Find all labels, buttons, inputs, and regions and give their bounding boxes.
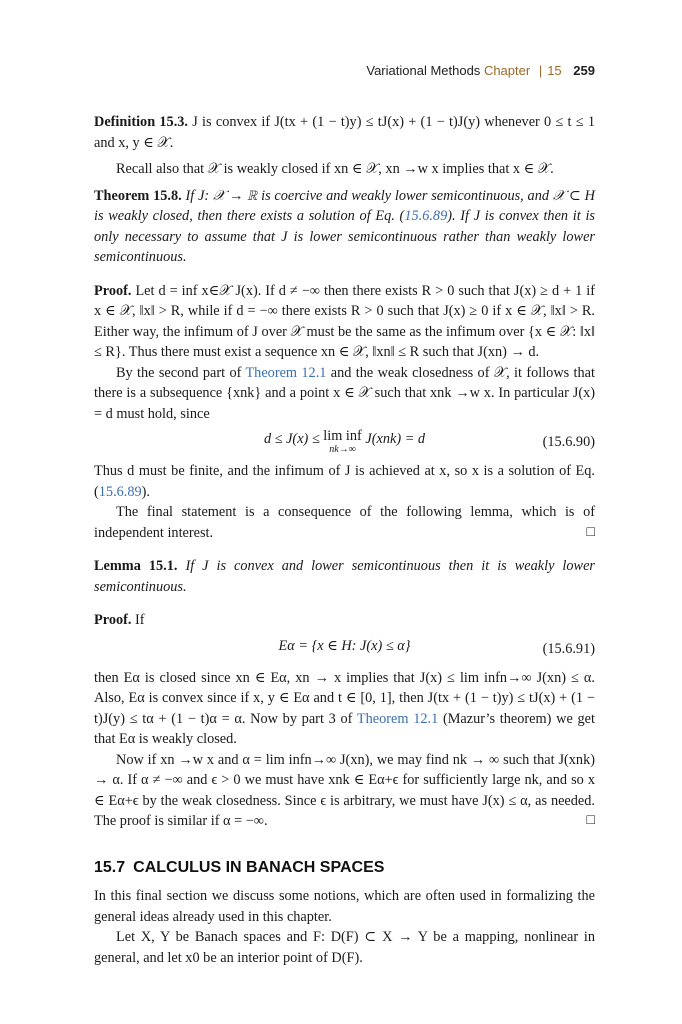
proof2-para2	[94, 750, 595, 832]
qed-symbol-2: □	[586, 813, 595, 828]
proof1-text1: Let d = inf x∈𝒳 J(x). If d ≠ −∞ then there exists R > 0 such that J(x) ≥ d + 1 if x ∈ 𝒳, ‖x‖ > R, while if d = −∞ there exists R > 0 such that J(x) ≥ 0 if x ∈ 𝒳, ‖x‖ > R. Either way, the infimum of J over 𝒳 must be the same as the infimum over {x ∈ 𝒳: ‖x‖ ≤ R}. Thus there must exist a sequence xn ∈ 𝒳, ‖xn‖ ≤ R such that J(xn) → d.	[94, 282, 595, 360]
proof1-para4	[94, 502, 595, 543]
header-section-title: Variational Methods	[366, 63, 481, 78]
proof1-text3b: ).	[141, 483, 150, 500]
proof2-text1a: then Eα is closed since xn ∈ Eα, xn → x implies that J(x) ≤ lim infn→∞ J(xn) ≤ α. Also, Eα is convex since if x, y ∈ Eα and t ∈ [0, 1], then J(tx + (1 − t)y) ≤ tJ(x) + (1 − t)J(y) ≤ tα + (1 − t)α = α. Now by part 3 of	[94, 669, 595, 727]
proof2-text2: Now if xn →w x and α = lim infn→∞ J(xn), we may find nk → ∞ such that J(xnk) → α. If α ≠ −∞ and ϵ > 0 we must have xnk ∈ Eα+ϵ for sufficiently large nk, and so x ∈ Eα+ϵ by the weak closedness. Since ϵ is arbitrary, we must have J(x) ≤ α, as needed. The proof is similar if α = −∞.	[94, 751, 595, 829]
equation-15-6-91	[94, 636, 595, 662]
proof1-text2a: By the second part of	[116, 364, 246, 381]
proof2-text1b: (Mazur’s theorem) we get that Eα is weakly closed.	[94, 710, 595, 747]
proof1-label: Proof.	[94, 282, 132, 299]
proof1-para2	[94, 363, 595, 425]
section-title: CALCULUS IN BANACH SPACES	[133, 858, 385, 876]
page-number: 259	[573, 63, 595, 78]
section-para1: In this final section we discuss some notions, which are often used in formalizing the general ideas already used in this chapter.	[94, 888, 595, 925]
theorem-text-b: ). If J is convex then it is only necessary to assume that J is lower semicontinuous rather than weakly lower semicontinuous.	[94, 208, 595, 265]
eq-liminf-sub: nk→∞	[329, 444, 356, 455]
header-separator: |	[538, 63, 543, 78]
eq-liminf	[323, 429, 362, 457]
theorem-15-8	[94, 186, 595, 268]
running-header	[366, 63, 595, 78]
definition-text: J is convex if J(tx + (1 − t)y) ≤ tJ(x) + (1 − t)J(y) whenever 0 ≤ t ≤ 1 and x, y ∈ 𝒳.	[94, 114, 595, 151]
header-chapter-label: Chapter	[483, 63, 531, 78]
equation-number-2: (15.6.91)	[542, 640, 595, 657]
theorem-text-a: If J: 𝒳 → ℝ is coercive and weakly lower semicontinuous, and 𝒳 ⊂ H is weakly closed, then there exists a solution of Eq. (	[94, 187, 595, 224]
page-body	[94, 112, 595, 968]
theorem-label: Theorem 15.8.	[94, 187, 182, 204]
lemma-text: If J is convex and lower semicontinuous then it is weakly lower semicontinuous.	[94, 558, 595, 595]
equation-number: (15.6.90)	[542, 434, 595, 450]
definition-15-3	[94, 112, 595, 153]
section-para2: Let X, Y be Banach spaces and F: D(F) ⊂ X → Y be a mapping, nonlinear in general, and let x0 be an interior point of D(F).	[94, 929, 595, 966]
definition-label: Definition 15.3.	[94, 114, 188, 130]
header-chapter-number: 15	[547, 63, 562, 78]
proof1-text4: The final statement is a consequence of the following lemma, which is of independent interest.	[94, 504, 595, 541]
lemma-15-1	[94, 556, 595, 597]
proof2-label: Proof.	[94, 612, 132, 628]
proof1-para1	[94, 281, 595, 363]
eq-lhs: d ≤ J(x) ≤	[263, 431, 320, 447]
eq2-expr: Eα = {x ∈ H: J(x) ≤ α}	[278, 637, 411, 654]
proof1-para3	[94, 461, 595, 502]
section-number: 15.7	[94, 858, 126, 876]
lemma-label: Lemma 15.1.	[94, 558, 178, 574]
proof2-intro-text: If	[135, 612, 145, 628]
proof1-text3a: Thus d must be finite, and the infimum of J is achieved at x, so x is a solution of Eq. (	[94, 463, 595, 500]
proof2-para1	[94, 668, 595, 750]
eq-rhs: J(xnk) = d	[365, 431, 426, 447]
equation-15-6-90	[94, 429, 595, 455]
recall-paragraph: Recall also that 𝒳 is weakly closed if xn ∈ 𝒳, xn →w x implies that x ∈ 𝒳.	[116, 161, 554, 177]
qed-symbol: □	[586, 524, 595, 540]
proof2-intro	[94, 610, 595, 631]
eq-15-6-89-link[interactable]: 15.6.89	[98, 483, 142, 500]
theorem-12-1-link-2[interactable]: Theorem 12.1	[356, 710, 439, 727]
theorem-eq-link[interactable]: 15.6.89	[404, 208, 448, 224]
eq-liminf-op: lim inf	[323, 428, 362, 444]
section-heading	[94, 858, 595, 879]
proof1-text2b: and the weak closedness of 𝒳, it follows that there is a subsequence {xnk} and a point x ∈ 𝒳 such that xnk →w x. In particular J(x) = d must hold, since	[94, 364, 595, 422]
theorem-12-1-link[interactable]: Theorem 12.1	[245, 364, 327, 381]
